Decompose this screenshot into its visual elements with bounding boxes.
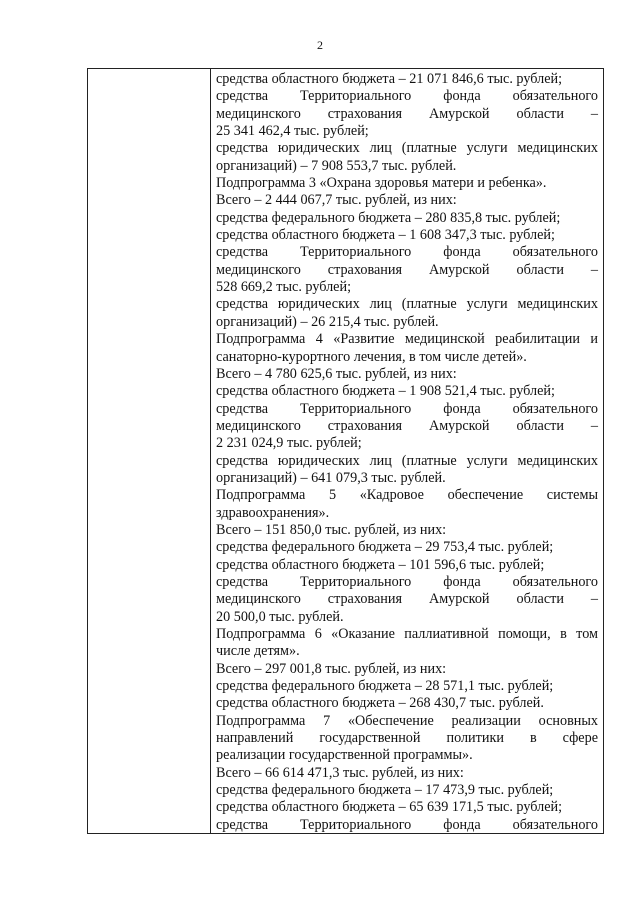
text-line: средства Территориального фонда обязательного — [216, 573, 598, 590]
text-line: здравоохранения». — [216, 504, 330, 521]
text-line: медицинского страхования Амурской области – — [216, 591, 598, 608]
text-line: Подпрограмма 6 «Оказание паллиативной помощи, в том — [216, 626, 598, 642]
text-line: Всего – 297 001,8 тыс. рублей, из них: — [216, 660, 447, 677]
text-line: 25 341 462,4 тыс. рублей; — [216, 123, 369, 140]
text-line: медицинского страхования Амурской области – — [216, 105, 598, 122]
text-line: Подпрограмма 3 «Охрана здоровья матери и ребенка». — [216, 175, 547, 192]
text-line: средства федерального бюджета – 28 571,1 тыс. рублей; — [216, 678, 554, 695]
text-line: Подпрограмма 7 «Обеспечение реализации основных — [216, 712, 598, 729]
text-line: средства Территориального фонда обязательного — [216, 88, 598, 105]
text-line: медицинского страхования Амурской области – — [216, 261, 598, 278]
text-line: 528 669,2 тыс. рублей; — [216, 279, 352, 296]
text-line: средства федерального бюджета – 29 753,4 тыс. рублей; — [216, 539, 554, 556]
text-line: средства Территориального фонда обязательного — [216, 816, 598, 833]
text-line: средства областного бюджета – 1 608 347,3 тыс. рублей; — [216, 227, 555, 244]
text-line: средства областного бюджета – 1 908 521,4 тыс. рублей; — [216, 383, 555, 400]
text-line: средства областного бюджета – 21 071 846,6 тыс. рублей; — [216, 71, 563, 87]
text-line: средства Территориального фонда обязательного — [216, 244, 598, 261]
text-line: средства юридических лиц (платные услуги медицинских — [216, 140, 598, 157]
document-table — [87, 68, 604, 834]
text-line: средства федерального бюджета – 280 835,8 тыс. рублей; — [216, 209, 561, 226]
text-line: Подпрограмма 4 «Развитие медицинской реабилитации и — [216, 331, 598, 348]
text-line: организаций) – 641 079,3 тыс. рублей. — [216, 469, 446, 486]
text-line: числе детям». — [216, 643, 300, 660]
text-line: 2 231 024,9 тыс. рублей; — [216, 435, 362, 452]
text-line: организаций) – 7 908 553,7 тыс. рублей. — [216, 157, 457, 174]
text-line: средства областного бюджета – 268 430,7 тыс. рублей. — [216, 695, 544, 712]
text-line: 20 500,0 тыс. рублей. — [216, 608, 344, 625]
page-number: 2 — [317, 38, 323, 52]
text-line: Всего – 2 444 067,7 тыс. рублей, из них: — [216, 192, 457, 209]
text-line: направлений государственной политики в сфере — [216, 730, 598, 747]
text-line: средства областного бюджета – 65 639 171,5 тыс. рублей; — [216, 799, 563, 816]
text-line: средства Территориального фонда обязательного — [216, 400, 598, 417]
text-line: санаторно-курортного лечения, в том числе детей». — [216, 348, 527, 365]
text-line: Всего – 151 850,0 тыс. рублей, из них: — [216, 521, 447, 538]
table-left-column — [88, 69, 211, 833]
text-line: средства юридических лиц (платные услуги медицинских — [216, 296, 598, 313]
text-line: организаций) – 26 215,4 тыс. рублей. — [216, 313, 439, 330]
text-line: средства федерального бюджета – 17 473,9 тыс. рублей; — [216, 782, 554, 799]
text-line: средства областного бюджета – 101 596,6 тыс. рублей; — [216, 556, 545, 573]
table-right-column — [216, 71, 598, 834]
text-line: Всего – 4 780 625,6 тыс. рублей, из них: — [216, 365, 457, 382]
text-line: реализации государственной программы». — [216, 747, 473, 764]
text-line: медицинского страхования Амурской области – — [216, 417, 598, 434]
text-line: средства юридических лиц (платные услуги медицинских — [216, 452, 598, 469]
text-line: Всего – 66 614 471,3 тыс. рублей, из них: — [216, 764, 464, 781]
text-line: Подпрограмма 5 «Кадровое обеспечение системы — [216, 487, 598, 504]
